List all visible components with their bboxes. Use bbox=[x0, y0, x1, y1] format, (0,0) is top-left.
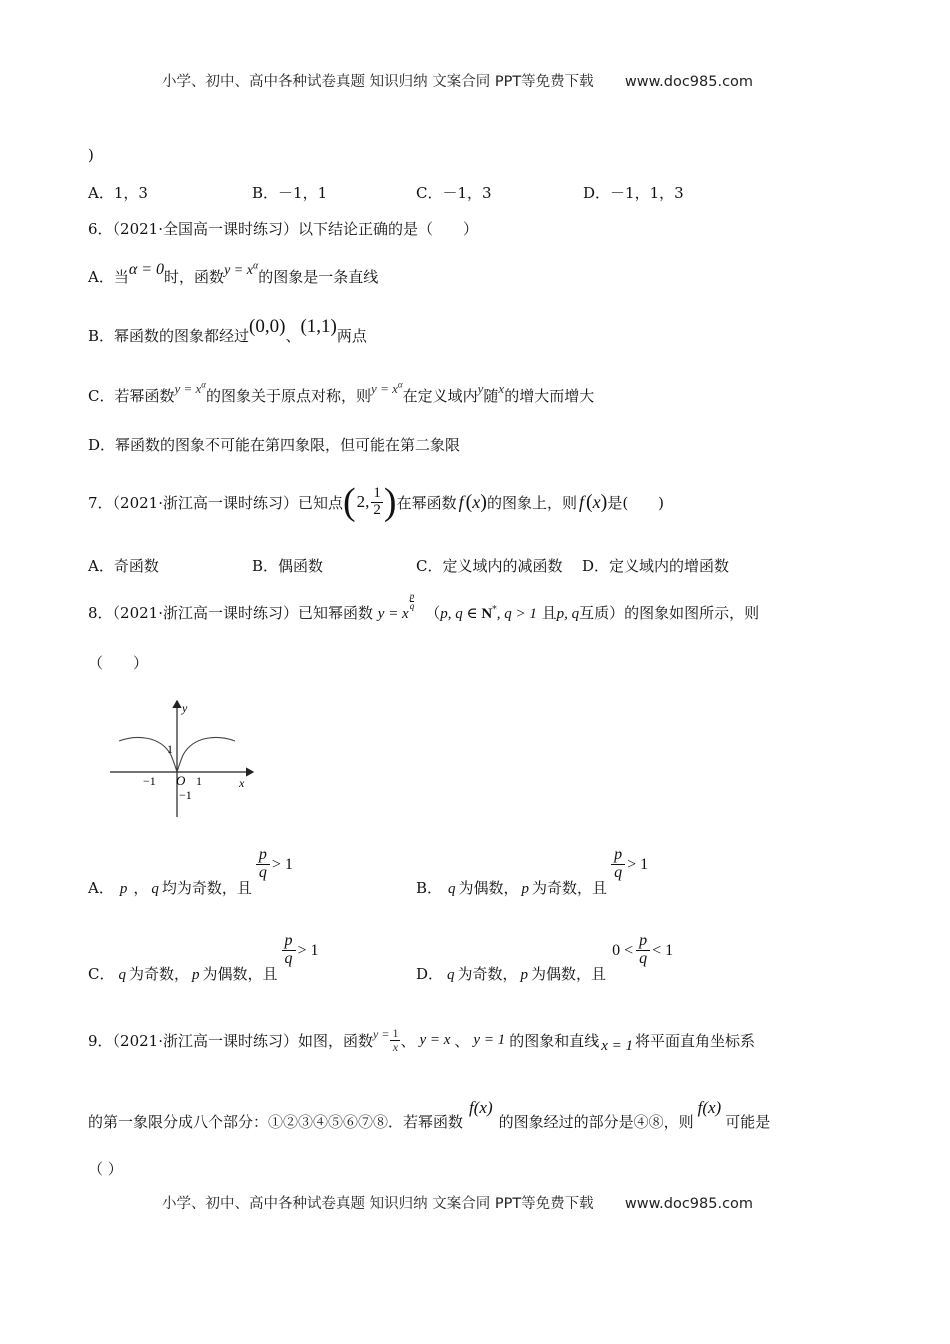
page-footer bbox=[162, 1192, 753, 1213]
graph-tick-xm1: −1 bbox=[143, 774, 156, 788]
q9-blank: （ ） bbox=[88, 1160, 123, 1178]
q9-post: 将平面直角坐标系 bbox=[634, 1031, 755, 1050]
q5-tail: ) bbox=[88, 146, 94, 164]
q8-graph bbox=[105, 695, 260, 820]
q6-b-sep: 、 bbox=[285, 327, 301, 345]
q8-cond-post: 互质）的图象如图所示，则 bbox=[579, 604, 760, 622]
q7-paren-open: ( bbox=[343, 481, 356, 523]
q8-d-condition: 0 < $\frac{p}{q}$ < 1 bbox=[612, 932, 674, 968]
q7-point-x: 2, bbox=[356, 492, 370, 511]
header-url[interactable]: www.doc985.com bbox=[624, 74, 754, 90]
q6-b-point1: (0,0) bbox=[249, 316, 286, 337]
q9-reciprocal: $\frac{1}{x}$ bbox=[392, 1025, 399, 1054]
q6-option-d: D．幂函数的图象不可能在第四象限，但可能在第二象限 bbox=[88, 436, 461, 454]
q6-a-mid: 时，函数 bbox=[164, 268, 225, 286]
q6-option-b bbox=[88, 316, 367, 347]
q5-option-b: B．－1，1 bbox=[252, 184, 328, 202]
q8-b-condition: $\frac{p}{q}$ > 1 bbox=[611, 847, 648, 882]
graph-tick-ym1: −1 bbox=[179, 788, 192, 802]
q6-c-y: y bbox=[477, 381, 484, 396]
q6-option-a bbox=[88, 260, 379, 287]
q9-identity: y = x bbox=[419, 1031, 451, 1048]
q9-prefix: 9．（2021·浙江高一课时练习）如图，函数 bbox=[88, 1031, 373, 1050]
q9-fx1: f(x) bbox=[469, 1098, 493, 1117]
page-header bbox=[162, 70, 753, 91]
q7-point-y-frac: $\frac{1}{2}$ bbox=[373, 484, 381, 518]
q5-option-c: C．－1，3 bbox=[416, 184, 492, 202]
q5-option-a: A．1，3 bbox=[88, 184, 148, 202]
q7-x2: x bbox=[592, 491, 601, 512]
graph-tick-y1: 1 bbox=[167, 742, 173, 756]
q8-option-d: D． q 为奇数， p 为偶数，且 0 < $\frac{p}{q}$ < 1 bbox=[416, 932, 674, 983]
q7-f1: f bbox=[458, 491, 464, 512]
q6-stem: 6．（2021·全国高一课时练习）以下结论正确的是（ ） bbox=[88, 220, 478, 238]
q8-func: y = x p q bbox=[377, 591, 415, 622]
q7-f2: f bbox=[578, 491, 584, 512]
q7-x1: x bbox=[472, 491, 481, 512]
q8-option-c: C． q 为奇数， p 为偶数，且 $\frac{p}{q}$ > 1 bbox=[88, 932, 319, 983]
q6-a-func: $y = x^\alpha$ bbox=[224, 260, 259, 278]
q9-line: x = 1 bbox=[601, 1037, 633, 1054]
q7-option-d: D．定义域内的增函数 bbox=[582, 557, 730, 575]
graph-origin: O bbox=[176, 773, 186, 788]
q6-a-alpha-eq: α = 0 bbox=[128, 261, 165, 278]
q6-b-prefix: B．幂函数的图象都经过 bbox=[88, 327, 250, 345]
q7-mid2: 的图象上，则 bbox=[486, 493, 577, 512]
graph-x-label: x bbox=[239, 776, 245, 790]
q9-fx2: f(x) bbox=[697, 1098, 722, 1117]
q8-cond: p, q ∈ bbox=[440, 606, 482, 622]
q8-option-a: A． p ， q 均为奇数，且 $\frac{p}{q}$ > 1 bbox=[88, 846, 293, 897]
q7-paren-close: ) bbox=[383, 481, 397, 523]
q6-b-post: 两点 bbox=[336, 327, 367, 345]
q7-post: 是( ) bbox=[607, 493, 665, 512]
q6-c-x: x bbox=[498, 381, 505, 396]
q7-option-a: A．奇函数 bbox=[88, 557, 159, 575]
footer-url[interactable]: www.doc985.com bbox=[624, 1196, 754, 1212]
q9-constant: y = 1 bbox=[473, 1031, 506, 1048]
footer-text: 小学、初中、高中各种试卷真题 知识归纳 文案合同 PPT等免费下载 bbox=[162, 1196, 594, 1212]
q7-stem: 7．（2021·浙江高一课时练习）已知点 ( 2, $\frac{1}{2}$ ) 在幂函数 f ( x ) 的图象上，则 f ( x ) 是( ) bbox=[88, 481, 665, 523]
q6-c-mid3: 随 bbox=[483, 387, 499, 405]
q9-mid: 的图象和直线 bbox=[509, 1031, 600, 1050]
q8-stem: 8．（2021·浙江高一课时练习）已知幂函数 y = x p q （p, q ∈ N*, q > 1 且p, q互质）的图象如图所示，则 bbox=[88, 591, 760, 622]
header-text: 小学、初中、高中各种试卷真题 知识归纳 文案合同 PPT等免费下载 bbox=[162, 74, 594, 90]
q6-c-mid1: 的图象关于原点对称，则 bbox=[206, 387, 372, 405]
q7-option-c: C．定义域内的减函数 bbox=[416, 557, 563, 575]
q6-a-post: 的图象是一条直线 bbox=[258, 268, 379, 286]
q8-exponent-frac: p q bbox=[409, 591, 415, 611]
q9-stem-line1: 9．（2021·浙江高一课时练习）如图，函数 y = $\frac{1}{x}$ 、 y = x 、 y = 1 的图象和直线 x = 1 将平面直角坐标系 bbox=[88, 1025, 755, 1054]
q8-blank: （ ） bbox=[88, 654, 149, 672]
q7-mid: 在幂函数 bbox=[396, 493, 457, 512]
q9-y-eq: y = bbox=[373, 1026, 390, 1041]
q7-option-b: B．偶函数 bbox=[252, 557, 324, 575]
q6-c-post: 的增大而增大 bbox=[504, 387, 595, 405]
q6-option-c bbox=[88, 379, 595, 406]
q6-c-func2: $y = x^\alpha$ bbox=[371, 379, 403, 396]
q5-option-d: D．－1，1，3 bbox=[583, 184, 684, 202]
q6-c-prefix: C．若幂函数 bbox=[88, 387, 175, 405]
q8-c-condition: $\frac{p}{q}$ > 1 bbox=[282, 933, 319, 968]
q6-c-func1: $y = x^\alpha$ bbox=[174, 379, 207, 396]
q6-a-prefix: A．当 bbox=[88, 268, 129, 286]
q8-prefix: 8．（2021·浙江高一课时练习）已知幂函数 bbox=[88, 604, 373, 622]
q6-c-mid2: 在定义域内 bbox=[402, 387, 478, 405]
q9-stem-line2: 的第一象限分成八个部分：①②③④⑤⑥⑦⑧．若幂函数f(x)的图象经过的部分是④⑧，则f(x)可能是 bbox=[88, 1098, 771, 1131]
graph-y-label: y bbox=[182, 701, 188, 715]
q6-b-point2: (1,1) bbox=[300, 316, 337, 337]
q8-option-b: B． q 为偶数， p 为奇数，且 $\frac{p}{q}$ > 1 bbox=[416, 846, 649, 897]
graph-tick-x1: 1 bbox=[196, 774, 202, 788]
curve-right bbox=[177, 738, 235, 772]
q7-prefix: 7．（2021·浙江高一课时练习）已知点 bbox=[88, 493, 343, 512]
q8-a-condition: $\frac{p}{q}$ > 1 bbox=[256, 847, 293, 882]
